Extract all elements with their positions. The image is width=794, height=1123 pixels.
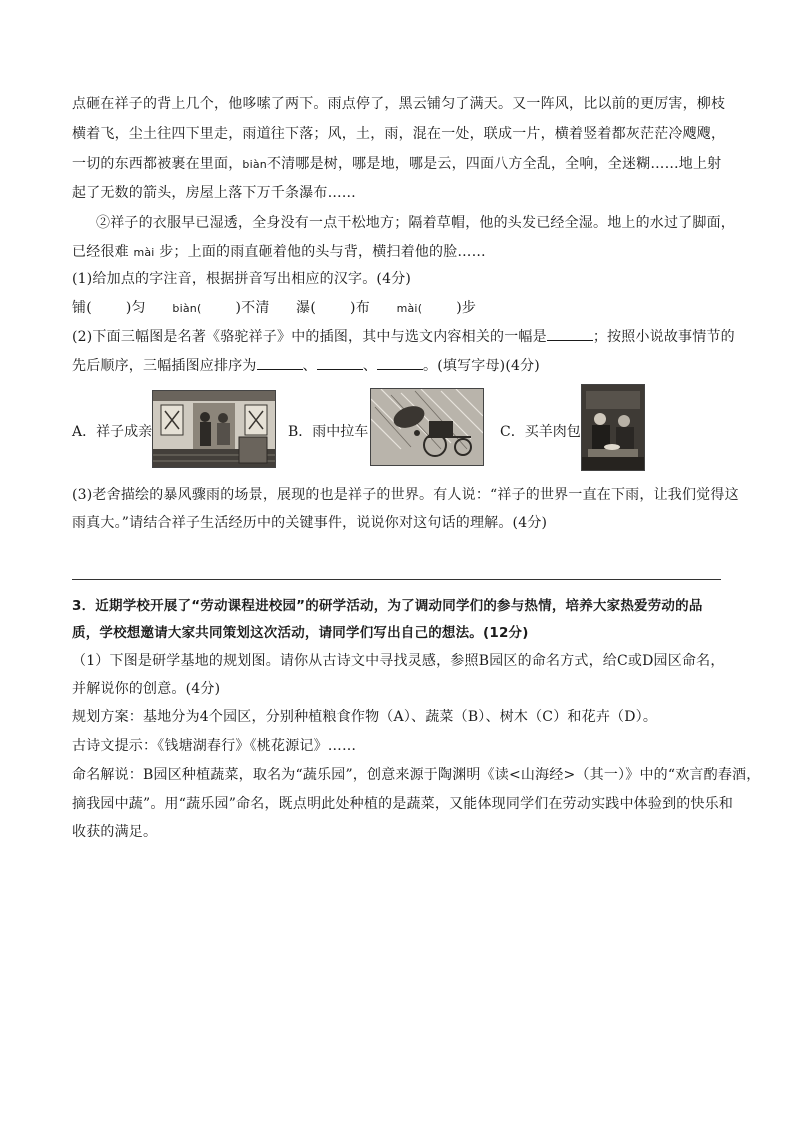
section-divider (72, 579, 721, 580)
passage-line-1: 点砸在祥子的背上几个，他哆嗦了两下。雨点停了，黑云铺匀了满天。又一阵风，比以前的更厉害，柳枝 (72, 96, 726, 112)
passage-line-4: 起了无数的箭头，房屋上落下万千条瀑布…… (72, 185, 356, 201)
passage-line-2: 横着飞，尘土往四下里走，雨道往下落；风，土，雨，混在一处，联成一片，横着竖着都灰茫茫冷飕飕， (72, 126, 726, 142)
question-2-line-1: (2)下面三幅图是名著《骆驼祥子》中的插图，其中与选文内容相关的一幅是 ；按照小说故事情节的 (72, 329, 735, 345)
explain-line-3: 收获的满足。 (72, 824, 158, 840)
part-3-sub1-line-2: 并解说你的创意。(4分) (72, 681, 221, 697)
item-pu2: 瀑( (296, 300, 317, 316)
question-3-line-1: (3)老舍描绘的暴风骤雨的场景，展现的也是祥子的世界。有人说：“祥子的世界一直在下雨，让我们觉得这 (72, 487, 739, 503)
wedding-illustration (152, 390, 276, 468)
mutton-bun-illustration (581, 384, 645, 471)
option-a-label: A．祥子成亲 (72, 424, 153, 440)
item-bian: biàn( (172, 302, 202, 315)
rickshaw-rain-illustration (370, 388, 484, 466)
option-c-label: C．买羊肉包 (500, 424, 581, 440)
question-1-prompt: (1)给加点的字注音，根据拼音写出相应的汉字。(4分) (72, 271, 412, 287)
pinyin-bian: biàn (242, 158, 267, 171)
part-3-title-2: 质，学校想邀请大家共同策划这次活动，请同学们写出自己的想法。(12分) (72, 625, 529, 641)
passage-text: 不清哪是树，哪是地，哪是云，四面八方全乱，全响，全迷糊……地上射 (266, 156, 722, 172)
passage-text: 已经很难 (72, 244, 134, 260)
passage-line-5: ②祥子的衣服早已湿透，全身没有一点干松地方；隔着草帽，他的头发已经全湿。地上的水过了脚面， (96, 215, 735, 231)
passage-line-3 (72, 155, 721, 174)
explain-line-2: 摘我园中蔬”。用“蔬乐园”命名，既点明此处种植的是蔬菜，又能体现同学们在劳动实践中体验到的快乐和 (72, 796, 734, 812)
question-2-line-2: 先后顺序，三幅插图应排序为 、 、 。(填写字母)(4分) (72, 358, 540, 374)
pinyin-mai: mài (133, 246, 155, 259)
hint-text: 古诗文提示：《钱塘湖春行》《桃花源记》…… (72, 738, 357, 754)
option-b-label: B．雨中拉车 (288, 424, 369, 440)
answer-blank[interactable] (257, 357, 303, 370)
question-3-line-2: 雨真大。”请结合祥子生活经历中的关键事件，说说你对这句话的理解。(4分) (72, 515, 548, 531)
explain-line-1: 命名解说：B园区种植蔬菜，取名为“蔬乐园”，创意来源于陶渊明《读<山海经>（其一）》中的“欢言酌春酒， (72, 767, 761, 783)
passage-line-6 (72, 243, 486, 262)
answer-blank[interactable] (317, 357, 363, 370)
item-pu: 铺( (72, 300, 92, 316)
item-mai: mài( (396, 302, 423, 315)
answer-blank[interactable] (547, 328, 593, 341)
question-1-items: 铺( )匀 biàn( )不清 瀑( )布 mài( )步 (72, 300, 477, 316)
answer-blank[interactable] (377, 357, 423, 370)
part-3-title-1: 3．近期学校开展了“劳动课程进校园”的研学活动，为了调动同学们的参与热情，培养大家热爱劳动的品 (72, 598, 703, 614)
part-3-sub1-line-1: （1）下图是研学基地的规划图。请你从古诗文中寻找灵感，参照B园区的命名方式，给C或D园区命名， (72, 653, 725, 669)
plan-text: 规划方案：基地分为4个园区，分别种植粮食作物（A）、蔬菜（B）、树木（C）和花卉（D）。 (72, 709, 658, 725)
passage-text: 一切的东西都被裹在里面， (72, 156, 243, 172)
passage-text: 步；上面的雨直砸着他的头与背，横扫着他的脸…… (154, 244, 486, 260)
